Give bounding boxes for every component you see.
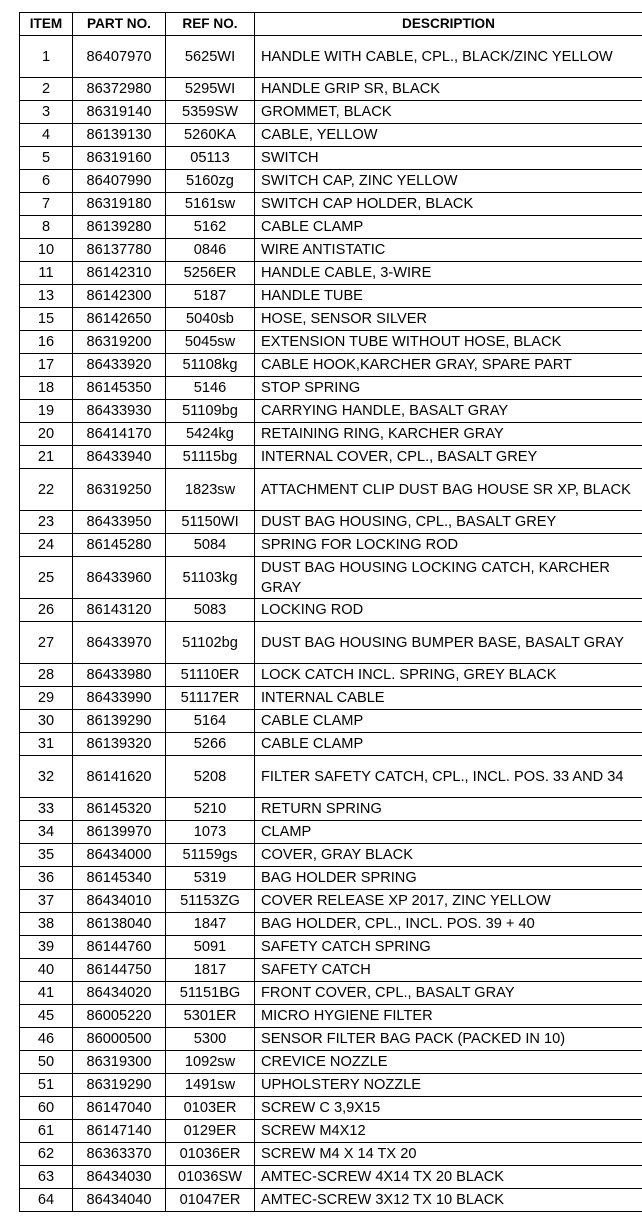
part-no-cell: 86433970 (73, 622, 166, 664)
description-cell: HANDLE TUBE (255, 285, 642, 308)
part-no-cell: 86142310 (73, 262, 166, 285)
part-no-cell: 86434030 (73, 1166, 166, 1189)
description-cell: HANDLE WITH CABLE, CPL., BLACK/ZINC YELLOW (255, 36, 642, 78)
ref-no-cell: 5146 (166, 377, 255, 400)
ref-no-cell: 5084 (166, 534, 255, 557)
item-cell: 5 (20, 147, 73, 170)
table-row (20, 308, 642, 331)
table-row (20, 1143, 642, 1166)
ref-no-cell: 1823sw (166, 469, 255, 511)
description-cell: RETAINING RING, KARCHER GRAY (255, 423, 642, 446)
table-row (20, 710, 642, 733)
part-no-cell: 86407970 (73, 36, 166, 78)
description-cell: CABLE, YELLOW (255, 124, 642, 147)
table-row (20, 511, 642, 534)
ref-no-cell: 5161sw (166, 193, 255, 216)
ref-no-cell: 5083 (166, 599, 255, 622)
part-no-cell: 86147140 (73, 1120, 166, 1143)
item-cell: 63 (20, 1166, 73, 1189)
part-no-cell: 86319300 (73, 1051, 166, 1074)
table-row (20, 262, 642, 285)
part-no-cell: 86139280 (73, 216, 166, 239)
item-cell: 16 (20, 331, 73, 354)
part-no-cell: 86319200 (73, 331, 166, 354)
ref-no-cell: 0103ER (166, 1097, 255, 1120)
table-row (20, 216, 642, 239)
description-cell: DUST BAG HOUSING BUMPER BASE, BASALT GRAY (255, 622, 642, 664)
item-cell: 29 (20, 687, 73, 710)
description-cell: EXTENSION TUBE WITHOUT HOSE, BLACK (255, 331, 642, 354)
description-cell: MICRO HYGIENE FILTER (255, 1005, 642, 1028)
description-cell: WIRE ANTISTATIC (255, 239, 642, 262)
description-cell: HANDLE GRIP SR, BLACK (255, 78, 642, 101)
description-cell: BAG HOLDER, CPL., INCL. POS. 39 + 40 (255, 913, 642, 936)
ref-no-cell: 5359SW (166, 101, 255, 124)
column-header-description: DESCRIPTION (255, 13, 642, 36)
part-no-cell: 86319160 (73, 147, 166, 170)
description-cell: COVER, GRAY BLACK (255, 844, 642, 867)
table-row (20, 798, 642, 821)
item-cell: 30 (20, 710, 73, 733)
item-cell: 27 (20, 622, 73, 664)
table-row (20, 101, 642, 124)
table-row (20, 400, 642, 423)
item-cell: 39 (20, 936, 73, 959)
ref-no-cell: 1817 (166, 959, 255, 982)
item-cell: 46 (20, 1028, 73, 1051)
ref-no-cell: 05113 (166, 147, 255, 170)
ref-no-cell: 5045sw (166, 331, 255, 354)
table-row (20, 557, 642, 599)
table-row (20, 664, 642, 687)
item-cell: 36 (20, 867, 73, 890)
ref-no-cell: 1847 (166, 913, 255, 936)
item-cell: 50 (20, 1051, 73, 1074)
ref-no-cell: 1491sw (166, 1074, 255, 1097)
item-cell: 23 (20, 511, 73, 534)
table-row (20, 821, 642, 844)
table-row (20, 1005, 642, 1028)
item-cell: 24 (20, 534, 73, 557)
description-cell: SPRING FOR LOCKING ROD (255, 534, 642, 557)
part-no-cell: 86319250 (73, 469, 166, 511)
description-cell: SAFETY CATCH (255, 959, 642, 982)
part-no-cell: 86145280 (73, 534, 166, 557)
part-no-cell: 86434010 (73, 890, 166, 913)
description-cell: RETURN SPRING (255, 798, 642, 821)
ref-no-cell: 5160zg (166, 170, 255, 193)
table-row (20, 469, 642, 511)
ref-no-cell: 5424kg (166, 423, 255, 446)
part-no-cell: 86139970 (73, 821, 166, 844)
ref-no-cell: 01036ER (166, 1143, 255, 1166)
ref-no-cell: 5187 (166, 285, 255, 308)
table-body (20, 36, 642, 1212)
description-cell: CREVICE NOZZLE (255, 1051, 642, 1074)
table-row (20, 890, 642, 913)
item-cell: 34 (20, 821, 73, 844)
ref-no-cell: 5266 (166, 733, 255, 756)
item-cell: 60 (20, 1097, 73, 1120)
table-row (20, 285, 642, 308)
item-cell: 11 (20, 262, 73, 285)
part-no-cell: 86139320 (73, 733, 166, 756)
item-cell: 21 (20, 446, 73, 469)
table-row (20, 687, 642, 710)
table-row (20, 446, 642, 469)
description-cell: CLAMP (255, 821, 642, 844)
item-cell: 33 (20, 798, 73, 821)
table-row (20, 1097, 642, 1120)
table-row (20, 78, 642, 101)
ref-no-cell: 5091 (166, 936, 255, 959)
ref-no-cell: 5319 (166, 867, 255, 890)
table-row (20, 354, 642, 377)
ref-no-cell: 51108kg (166, 354, 255, 377)
ref-no-cell: 0129ER (166, 1120, 255, 1143)
item-cell: 37 (20, 890, 73, 913)
table-row (20, 867, 642, 890)
ref-no-cell: 5301ER (166, 1005, 255, 1028)
item-cell: 13 (20, 285, 73, 308)
description-cell: DUST BAG HOUSING LOCKING CATCH, KARCHER GRAY (255, 557, 642, 599)
item-cell: 26 (20, 599, 73, 622)
part-no-cell: 86372980 (73, 78, 166, 101)
part-no-cell: 86433950 (73, 511, 166, 534)
ref-no-cell: 1073 (166, 821, 255, 844)
description-cell: FRONT COVER, CPL., BASALT GRAY (255, 982, 642, 1005)
table-row (20, 982, 642, 1005)
table-row (20, 193, 642, 216)
ref-no-cell: 0846 (166, 239, 255, 262)
item-cell: 4 (20, 124, 73, 147)
part-no-cell: 86433920 (73, 354, 166, 377)
part-no-cell: 86139130 (73, 124, 166, 147)
part-no-cell: 86141620 (73, 756, 166, 798)
item-cell: 17 (20, 354, 73, 377)
ref-no-cell: 5208 (166, 756, 255, 798)
item-cell: 32 (20, 756, 73, 798)
part-no-cell: 86319290 (73, 1074, 166, 1097)
item-cell: 19 (20, 400, 73, 423)
part-no-cell: 86138040 (73, 913, 166, 936)
ref-no-cell: 51150WI (166, 511, 255, 534)
item-cell: 40 (20, 959, 73, 982)
description-cell: CABLE CLAMP (255, 710, 642, 733)
item-cell: 15 (20, 308, 73, 331)
item-cell: 62 (20, 1143, 73, 1166)
description-cell: HANDLE CABLE, 3-WIRE (255, 262, 642, 285)
description-cell: HOSE, SENSOR SILVER (255, 308, 642, 331)
table-row (20, 1189, 642, 1212)
description-cell: STOP SPRING (255, 377, 642, 400)
item-cell: 8 (20, 216, 73, 239)
part-no-cell: 86319180 (73, 193, 166, 216)
description-cell: SWITCH (255, 147, 642, 170)
part-no-cell: 86144750 (73, 959, 166, 982)
part-no-cell: 86433980 (73, 664, 166, 687)
part-no-cell: 86142650 (73, 308, 166, 331)
description-cell: ATTACHMENT CLIP DUST BAG HOUSE SR XP, BLACK (255, 469, 642, 511)
table-row (20, 124, 642, 147)
ref-no-cell: 5210 (166, 798, 255, 821)
ref-no-cell: 1092sw (166, 1051, 255, 1074)
table-row (20, 756, 642, 798)
part-no-cell: 86145350 (73, 377, 166, 400)
item-cell: 7 (20, 193, 73, 216)
item-cell: 64 (20, 1189, 73, 1212)
description-cell: UPHOLSTERY NOZZLE (255, 1074, 642, 1097)
ref-no-cell: 5040sb (166, 308, 255, 331)
part-no-cell: 86433960 (73, 557, 166, 599)
part-no-cell: 86434020 (73, 982, 166, 1005)
ref-no-cell: 5295WI (166, 78, 255, 101)
table-row (20, 1051, 642, 1074)
part-no-cell: 86363370 (73, 1143, 166, 1166)
item-cell: 2 (20, 78, 73, 101)
table-row (20, 1120, 642, 1143)
ref-no-cell: 01047ER (166, 1189, 255, 1212)
part-no-cell: 86137780 (73, 239, 166, 262)
table-row (20, 147, 642, 170)
part-no-cell: 86145340 (73, 867, 166, 890)
part-no-cell: 86139290 (73, 710, 166, 733)
description-cell: FILTER SAFETY CATCH, CPL., INCL. POS. 33 AND 34 (255, 756, 642, 798)
table-row (20, 377, 642, 400)
part-no-cell: 86147040 (73, 1097, 166, 1120)
table-row (20, 239, 642, 262)
item-cell: 38 (20, 913, 73, 936)
item-cell: 51 (20, 1074, 73, 1097)
item-cell: 25 (20, 557, 73, 599)
description-cell: SCREW M4 X 14 TX 20 (255, 1143, 642, 1166)
ref-no-cell: 5164 (166, 710, 255, 733)
table-row (20, 1074, 642, 1097)
description-cell: CARRYING HANDLE, BASALT GRAY (255, 400, 642, 423)
description-cell: INTERNAL CABLE (255, 687, 642, 710)
table-row (20, 622, 642, 664)
ref-no-cell: 51103kg (166, 557, 255, 599)
part-no-cell: 86143120 (73, 599, 166, 622)
part-no-cell: 86433940 (73, 446, 166, 469)
ref-no-cell: 5300 (166, 1028, 255, 1051)
description-cell: SCREW C 3,9X15 (255, 1097, 642, 1120)
item-cell: 28 (20, 664, 73, 687)
column-header-ref-no: REF NO. (166, 13, 255, 36)
ref-no-cell: 5260KA (166, 124, 255, 147)
item-cell: 31 (20, 733, 73, 756)
description-cell: BAG HOLDER SPRING (255, 867, 642, 890)
ref-no-cell: 51110ER (166, 664, 255, 687)
table-row (20, 733, 642, 756)
ref-no-cell: 5162 (166, 216, 255, 239)
table-row (20, 331, 642, 354)
description-cell: SENSOR FILTER BAG PACK (PACKED IN 10) (255, 1028, 642, 1051)
description-cell: SAFETY CATCH SPRING (255, 936, 642, 959)
part-no-cell: 86433990 (73, 687, 166, 710)
ref-no-cell: 5625WI (166, 36, 255, 78)
table-row (20, 423, 642, 446)
item-cell: 45 (20, 1005, 73, 1028)
description-cell: LOCK CATCH INCL. SPRING, GREY BLACK (255, 664, 642, 687)
ref-no-cell: 5256ER (166, 262, 255, 285)
description-cell: SWITCH CAP HOLDER, BLACK (255, 193, 642, 216)
part-no-cell: 86434000 (73, 844, 166, 867)
item-cell: 22 (20, 469, 73, 511)
ref-no-cell: 51153ZG (166, 890, 255, 913)
description-cell: DUST BAG HOUSING, CPL., BASALT GREY (255, 511, 642, 534)
part-no-cell: 86407990 (73, 170, 166, 193)
part-no-cell: 86005220 (73, 1005, 166, 1028)
table-row (20, 913, 642, 936)
item-cell: 61 (20, 1120, 73, 1143)
description-cell: SCREW M4X12 (255, 1120, 642, 1143)
description-cell: CABLE CLAMP (255, 733, 642, 756)
item-cell: 18 (20, 377, 73, 400)
parts-list-table (19, 12, 642, 1212)
column-header-item: ITEM (20, 13, 73, 36)
ref-no-cell: 01036SW (166, 1166, 255, 1189)
description-cell: CABLE HOOK,KARCHER GRAY, SPARE PART (255, 354, 642, 377)
item-cell: 20 (20, 423, 73, 446)
table-header-row (20, 13, 642, 36)
table-row (20, 170, 642, 193)
item-cell: 1 (20, 36, 73, 78)
ref-no-cell: 51117ER (166, 687, 255, 710)
table-row (20, 599, 642, 622)
part-no-cell: 86144760 (73, 936, 166, 959)
table-row (20, 959, 642, 982)
part-no-cell: 86433930 (73, 400, 166, 423)
part-no-cell: 86434040 (73, 1189, 166, 1212)
table-row (20, 1166, 642, 1189)
description-cell: AMTEC-SCREW 4X14 TX 20 BLACK (255, 1166, 642, 1189)
part-no-cell: 86414170 (73, 423, 166, 446)
item-cell: 3 (20, 101, 73, 124)
ref-no-cell: 51151BG (166, 982, 255, 1005)
part-no-cell: 86000500 (73, 1028, 166, 1051)
ref-no-cell: 51109bg (166, 400, 255, 423)
description-cell: SWITCH CAP, ZINC YELLOW (255, 170, 642, 193)
part-no-cell: 86142300 (73, 285, 166, 308)
table-row (20, 1028, 642, 1051)
part-no-cell: 86319140 (73, 101, 166, 124)
description-cell: CABLE CLAMP (255, 216, 642, 239)
description-cell: INTERNAL COVER, CPL., BASALT GREY (255, 446, 642, 469)
description-cell: COVER RELEASE XP 2017, ZINC YELLOW (255, 890, 642, 913)
column-header-part-no: PART NO. (73, 13, 166, 36)
ref-no-cell: 51102bg (166, 622, 255, 664)
item-cell: 10 (20, 239, 73, 262)
table-row (20, 844, 642, 867)
ref-no-cell: 51115bg (166, 446, 255, 469)
description-cell: LOCKING ROD (255, 599, 642, 622)
item-cell: 6 (20, 170, 73, 193)
ref-no-cell: 51159gs (166, 844, 255, 867)
description-cell: GROMMET, BLACK (255, 101, 642, 124)
table-row (20, 36, 642, 78)
table-row (20, 534, 642, 557)
description-cell: AMTEC-SCREW 3X12 TX 10 BLACK (255, 1189, 642, 1212)
table-row (20, 936, 642, 959)
part-no-cell: 86145320 (73, 798, 166, 821)
item-cell: 35 (20, 844, 73, 867)
item-cell: 41 (20, 982, 73, 1005)
